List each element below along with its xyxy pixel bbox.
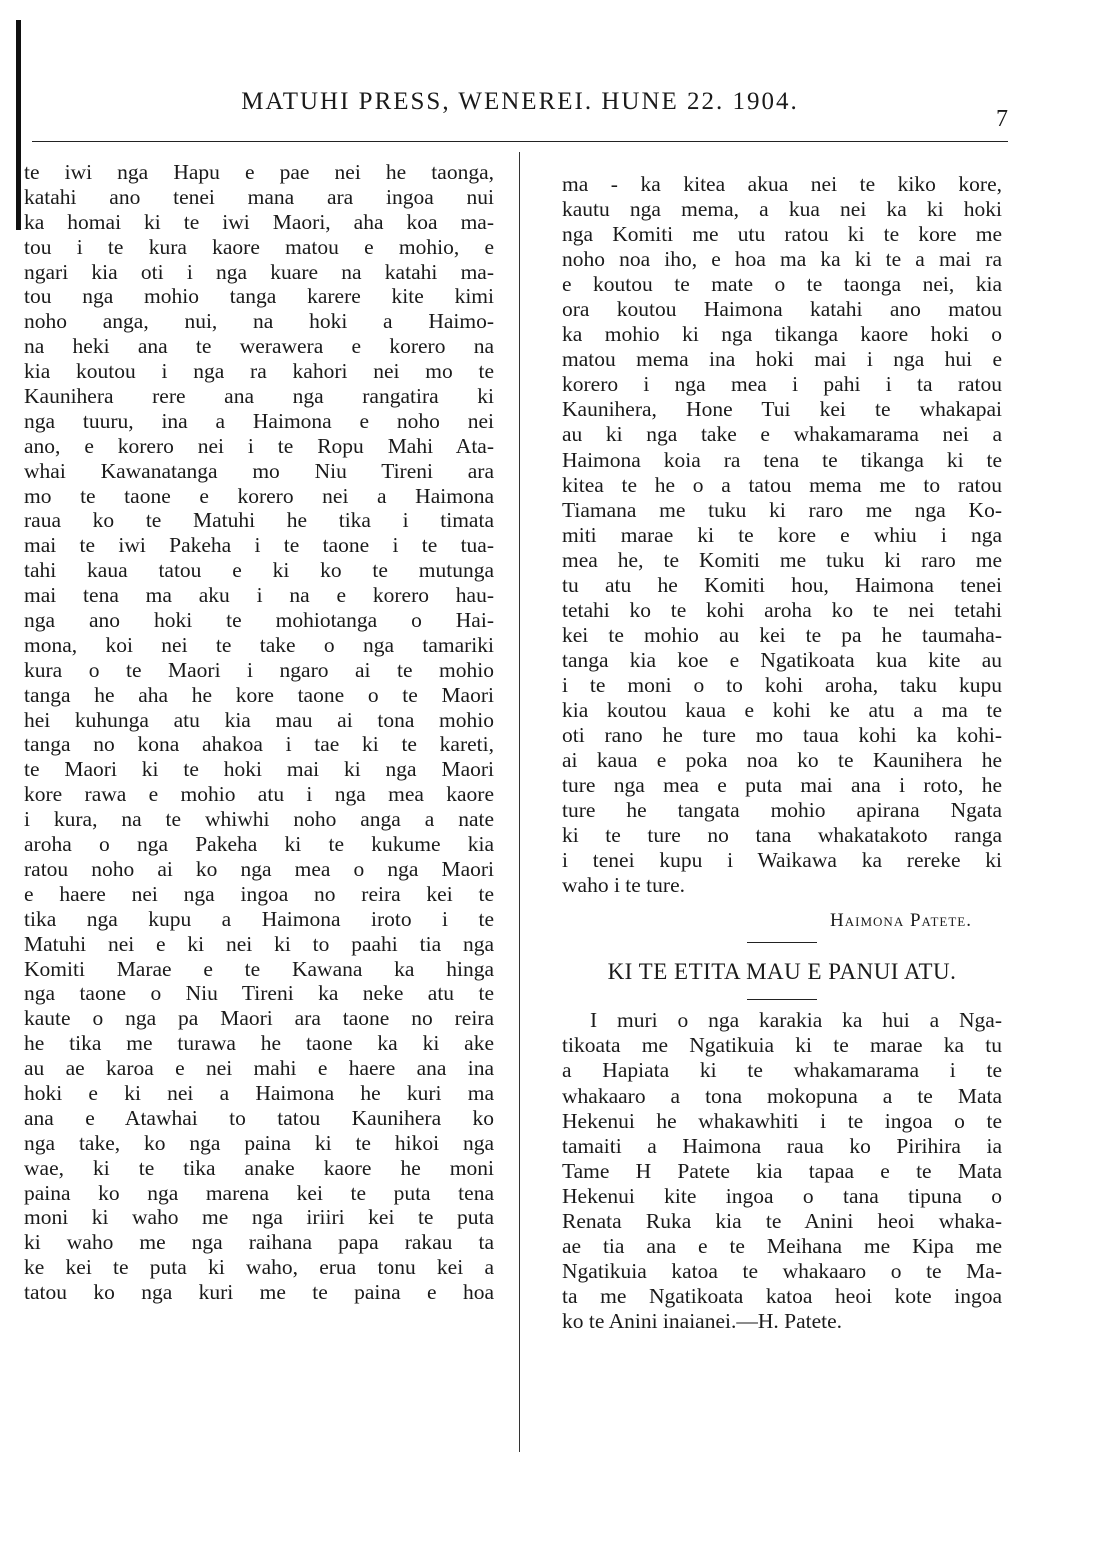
text-line: Kaunihera rere ana nga rangatira ki <box>24 384 494 409</box>
text-line: whakaaro a tona mokopuna a te Mata <box>562 1083 1002 1108</box>
text-line: Kaunihera, Hone Tui kei te whakapai <box>562 397 1002 422</box>
text-line: mai tena ma aku i na e korero hau- <box>24 583 494 608</box>
text-line: na heki ana te werawera e korero na <box>24 334 494 359</box>
text-line: noho noa iho, e hoa ma ka ki te a mai ra <box>562 247 1002 272</box>
text-line: Tame H Patete kia tapaa e te Mata <box>562 1158 1002 1183</box>
right-column <box>562 172 1002 1334</box>
text-line: Hekenui he whakawhiti i te ingoa o te <box>562 1108 1002 1133</box>
text-line: i kura, na te whiwhi noho anga a nate <box>24 807 494 832</box>
column-divider <box>519 152 520 1452</box>
text-line: Renata Ruka kia te Anini heoi whaka- <box>562 1208 1002 1233</box>
text-line: kore rawa e mohio atu i nga mea kaore <box>24 782 494 807</box>
text-line: kei te mohio au kei te pa he taumaha- <box>562 622 1002 647</box>
text-line: tatou ko nga kuri me te paina e hoa <box>24 1280 494 1305</box>
text-line: ai kaua e poka noa ko te Kaunihera he <box>562 748 1002 773</box>
article-signature: Haimona Patete. <box>830 910 972 932</box>
left-column <box>24 160 494 1305</box>
text-line: ma - ka kitea akua nei te kiko kore, <box>562 172 1002 196</box>
text-line: tanga he aha he kore taone o te Maori <box>24 682 494 707</box>
text-line: he tika me turawa he taone ka ki ake <box>24 1031 494 1056</box>
newspaper-title: MATUHI PRESS, WENEREI. HUNE 22. 1904. <box>241 88 799 115</box>
text-line: miti marae ki te kore e whiu i nga <box>562 522 1002 547</box>
text-line: ora koutou Haimona katahi ano matou <box>562 297 1002 322</box>
continued-article <box>562 172 1002 898</box>
header-rule <box>32 141 1008 142</box>
text-line: a Hapiata ki te whakamarama i te <box>562 1058 1002 1083</box>
text-line: ko te Anini inaianei.—H. Patete. <box>562 1308 843 1333</box>
text-line: aroha o nga Pakeha ki te kukume kia <box>24 832 494 857</box>
text-line: raua ko te Matuhi he tika i timata <box>24 508 494 533</box>
text-line: Ngatikuia katoa te whakaaro o te Ma- <box>562 1258 1002 1283</box>
text-line: nga take, ko nga paina ki te hikoi nga <box>24 1130 494 1155</box>
section-rule <box>747 942 817 943</box>
text-line: tikoata me Ngatikuia ki te marae ka tu <box>562 1033 1002 1058</box>
text-line: kautu nga mema, a kua nei ka ki hoki <box>562 197 1002 222</box>
text-line: mo te taone e korero nei a Haimona <box>24 483 494 508</box>
text-line: I muri o nga karakia ka hui a Nga- <box>590 1008 1002 1033</box>
text-line: tanga no kona ahakoa i tae ki te kareti, <box>24 732 494 757</box>
text-line: tamaiti a Haimona raua ko Pirihira ia <box>562 1133 1002 1158</box>
text-line: ngari kia oti i nga kuare na katahi ma- <box>24 259 494 284</box>
text-line: ture he tangata mohio apirana Ngata <box>562 798 1002 823</box>
text-line: kitea te he o a tatou mema me to ratou <box>562 472 1002 497</box>
text-line: matou mema ina hoki mai i nga hui e <box>562 347 1002 372</box>
text-line: korero i nga mea i pahi i ta ratou <box>562 372 1002 397</box>
text-line: ana e Atawhai to tatou Kaunihera ko <box>24 1105 494 1130</box>
text-line: te Maori ki te hoki mai ki nga Maori <box>24 757 494 782</box>
text-line: nga taone o Niu Tireni ka neke atu te <box>24 981 494 1006</box>
text-line: au ki nga take e whakamarama nei a <box>562 422 1002 447</box>
text-line: nga Komiti me utu ratou ki te kore me <box>562 222 1002 247</box>
text-line: te iwi nga Hapu e pae nei he taonga, <box>24 160 494 184</box>
text-line: ke kei te puta ki waho, erua tonu kei a <box>24 1255 494 1280</box>
text-line: noho anga, nui, na hoki a Haimo- <box>24 309 494 334</box>
text-line: ano, e korero nei i te Ropu Mahi Ata- <box>24 433 494 458</box>
text-line: tahi kaua tatou e ki ko te mutunga <box>24 558 494 583</box>
section-rule <box>747 999 817 1000</box>
text-line: Tiamana me tuku ki raro me nga Ko- <box>562 497 1002 522</box>
text-line: au ae karoa e nei mahi e haere ana ina <box>24 1056 494 1081</box>
text-line: ki waho me nga raihana papa rakau ta <box>24 1230 494 1255</box>
section-heading: KI TE ETITA MAU E PANUI ATU. <box>607 959 957 985</box>
text-line: paina ko nga marena kei te puta tena <box>24 1180 494 1205</box>
text-line: i te moni o to kohi aroha, taku kupu <box>562 672 1002 697</box>
text-line: Haimona koia ra tena te tikanga ki te <box>562 447 1002 472</box>
text-line: tanga kia koe e Ngatikoata kua kite au <box>562 647 1002 672</box>
text-line: mea he, te Komiti me tuku ki raro me <box>562 547 1002 572</box>
text-line: oti rano he ture mo taua kohi ka kohi- <box>562 723 1002 748</box>
text-line: Komiti Marae e te Kawana ka hinga <box>24 956 494 981</box>
text-line: ta me Ngatikoata katoa heoi kote ingoa <box>562 1283 1002 1308</box>
text-line: ae tia ana e te Meihana me Kipa me <box>562 1233 1002 1258</box>
text-line: waho i te ture. <box>562 873 685 898</box>
text-line: tika nga kupu a Haimona iroto i te <box>24 906 494 931</box>
text-line: e haere nei nga ingoa no reira kei te <box>24 881 494 906</box>
text-line: tu atu he Komiti hou, Haimona tenei <box>562 572 1002 597</box>
text-line: whai Kawanatanga mo Niu Tireni ara <box>24 458 494 483</box>
letter-body <box>562 1008 1002 1334</box>
text-line: hei kuhunga atu kia mau ai tona mohio <box>24 707 494 732</box>
text-line: tou nga mohio tanga karere kite kimi <box>24 284 494 309</box>
text-line: ka mohio ki nga tikanga kaore hoki o <box>562 322 1002 347</box>
page-header <box>32 88 1008 132</box>
text-line: tou i te kura kaore matou e mohio, e <box>24 234 494 259</box>
text-line: kaute o nga pa Maori ara taone no reira <box>24 1006 494 1031</box>
text-line: ka homai ki te iwi Maori, aha koa ma- <box>24 209 494 234</box>
text-line: ratou noho ai ko nga mea o nga Maori <box>24 856 494 881</box>
text-line: moni ki waho me nga iriiri kei te puta <box>24 1205 494 1230</box>
text-line: Hekenui kite ingoa o tana tipuna o <box>562 1183 1002 1208</box>
text-line: kura o te Maori i ngaro ai te mohio <box>24 657 494 682</box>
text-line: nga tuuru, ina a Haimona e noho nei <box>24 408 494 433</box>
text-line: Matuhi nei e ki nei ki to paahi tia nga <box>24 931 494 956</box>
text-line: katahi ano tenei mana ara ingoa nui <box>24 184 494 209</box>
text-line: mona, koi nei te take o nga tamariki <box>24 632 494 657</box>
text-line: i tenei kupu i Waikawa ka rereke ki <box>562 848 1002 873</box>
text-line: nga ano hoki te mohiotanga o Hai- <box>24 608 494 633</box>
text-line: ki te ture no tana whakatakoto ranga <box>562 823 1002 848</box>
text-line: kia koutou i nga ra kahori nei mo te <box>24 359 494 384</box>
page-number: 7 <box>996 106 1008 132</box>
text-line: wae, ki te tika anake kaore he moni <box>24 1155 494 1180</box>
text-line: hoki e ki nei a Haimona he kuri ma <box>24 1080 494 1105</box>
text-line: kia koutou kaua e kohi ke atu a ma te <box>562 697 1002 722</box>
page-edge-mark <box>16 20 21 230</box>
text-line: tetahi ko te kohi aroha ko te nei tetahi <box>562 597 1002 622</box>
text-line: ture nga mea e puta mai ana i roto, he <box>562 773 1002 798</box>
text-line: mai te iwi Pakeha i te taone i te tua- <box>24 533 494 558</box>
text-line: e koutou te mate o te taonga nei, kia <box>562 272 1002 297</box>
